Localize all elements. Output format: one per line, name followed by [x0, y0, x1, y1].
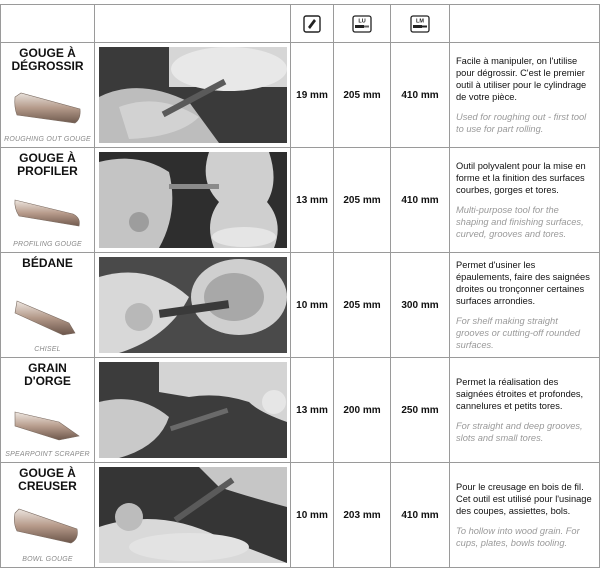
width-value: 19 mm [291, 43, 334, 148]
description-cell [450, 148, 600, 253]
table-row [1, 463, 600, 568]
tool-name: GOUGE À DÉGROSSIR [11, 46, 84, 73]
tool-cell [1, 253, 95, 358]
tool-spec-table [0, 4, 600, 568]
tool-name: GOUGE À CREUSER [18, 466, 77, 493]
total-length-icon [410, 15, 430, 33]
spearpoint-photo [99, 362, 287, 458]
description-en: For straight and deep grooves, slots and small tores. [456, 421, 583, 443]
table-row [1, 253, 600, 358]
spearpoint-scraper-icon [13, 402, 83, 444]
table-row [1, 148, 600, 253]
tool-english-name: ROUGHING OUT GOUGE [4, 136, 91, 143]
table-row [1, 358, 600, 463]
tool-cell [1, 463, 95, 568]
width-value: 13 mm [291, 358, 334, 463]
description-cell [450, 463, 600, 568]
header-empty-cell [450, 5, 600, 43]
tool-name: GOUGE À PROFILER [17, 151, 78, 178]
total-length-value: 410 mm [391, 148, 450, 253]
description-fr: Permet la réalisation des saignées étroites et profondes, cannelures et petits tores. [456, 377, 584, 411]
description-fr: Pour le creusage en bois de fil. Cet outil est utilisé pour l'usinage des coupes, assiettes, bols. [456, 482, 592, 516]
description-cell [450, 358, 600, 463]
bowl-gouge-photo [99, 467, 287, 563]
tool-name: GRAIN D'ORGE [24, 361, 71, 388]
tool-cell [1, 148, 95, 253]
tool-cell [1, 43, 95, 148]
header-blade-length-cell [334, 5, 391, 43]
tool-name: BÉDANE [22, 256, 73, 270]
width-value: 10 mm [291, 253, 334, 358]
roughing-photo [99, 47, 287, 143]
tool-english-name: SPEARPOINT SCRAPER [5, 451, 90, 458]
tool-english-name: BOWL GOUGE [22, 556, 73, 563]
table-row [1, 43, 600, 148]
tool-english-name: CHISEL [34, 346, 61, 353]
tool-cell [1, 358, 95, 463]
bowl-gouge-icon [13, 507, 83, 549]
description-cell [450, 43, 600, 148]
description-fr: Facile à manipuler, on l'utilise pour dégrossir. C'est le premier outil à utiliser pour le cylindrage de votre pièce. [456, 56, 587, 102]
photo-cell [95, 463, 291, 568]
photo-cell [95, 358, 291, 463]
total-length-value: 410 mm [391, 463, 450, 568]
blade-width-icon [303, 15, 321, 33]
header-empty-cell [95, 5, 291, 43]
blade-length-value: 203 mm [334, 463, 391, 568]
total-length-value: 250 mm [391, 358, 450, 463]
blade-length-label: LU [358, 18, 366, 24]
tool-english-name: PROFILING GOUGE [13, 241, 82, 248]
total-length-label: LM [416, 18, 424, 24]
description-fr: Permet d'usiner les épaulements, faire des saignées droites ou tronçonner certaines surfaces arrondies. [456, 260, 590, 306]
width-value: 10 mm [291, 463, 334, 568]
description-en: To hollow into wood grain. For cups, plates, bowls tooling. [456, 526, 580, 548]
photo-cell [95, 43, 291, 148]
blade-length-value: 205 mm [334, 43, 391, 148]
total-length-value: 410 mm [391, 43, 450, 148]
description-en: Used for roughing out - first tool to use for part rolling. [456, 112, 587, 134]
chisel-icon [13, 297, 83, 339]
blade-length-value: 200 mm [334, 358, 391, 463]
description-en: Multi-purpose tool for the shaping and finishing surfaces, curved, grooves and tores. [456, 205, 584, 239]
chisel-photo [99, 257, 287, 353]
blade-length-value: 205 mm [334, 148, 391, 253]
roughing-gouge-icon [13, 87, 83, 129]
description-en: For shelf making straight grooves or cutting-off rounded surfaces. [456, 316, 581, 350]
blade-length-icon [352, 15, 372, 33]
header-total-length-cell [391, 5, 450, 43]
profiling-photo [99, 152, 287, 248]
header-row [1, 5, 600, 43]
header-width-cell [291, 5, 334, 43]
photo-cell [95, 148, 291, 253]
width-value: 13 mm [291, 148, 334, 253]
description-fr: Outil polyvalent pour la mise en forme et la finition des surfaces courbes, gorges et tores. [456, 161, 586, 195]
photo-cell [95, 253, 291, 358]
header-empty-cell [1, 5, 95, 43]
description-cell [450, 253, 600, 358]
total-length-value: 300 mm [391, 253, 450, 358]
profiling-gouge-icon [13, 192, 83, 234]
blade-length-value: 205 mm [334, 253, 391, 358]
